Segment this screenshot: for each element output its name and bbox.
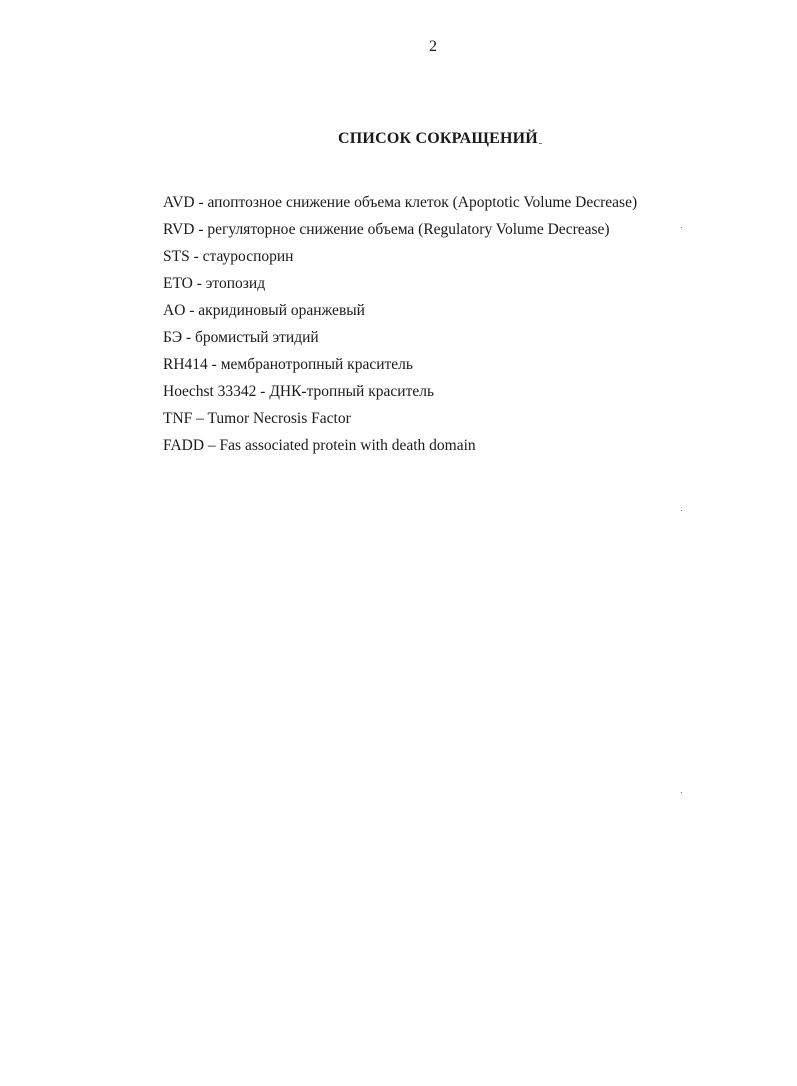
abbreviation-item-rvd: RVD - регуляторное снижение объема (Regulatory Volume Decrease): [163, 221, 610, 238]
abbreviation-item-sts: STS - стауроспорин: [163, 248, 294, 265]
abbreviation-item-rh414: RH414 - мембранотропный краситель: [163, 356, 413, 373]
abbreviation-list: [163, 192, 637, 462]
page-number: 2: [429, 38, 437, 55]
abbreviation-item-tnf: TNF – Tumor Necrosis Factor: [163, 410, 351, 427]
scan-speck: [681, 792, 682, 793]
abbreviation-item-avd: AVD - апоптозное снижение объема клеток (Apoptotic Volume Decrease): [163, 194, 638, 211]
page-title: СПИСОК СОКРАЩЕНИЙ: [338, 130, 538, 147]
abbreviation-item-eto: ETO - этопозид: [163, 275, 266, 292]
abbreviation-item-fadd: FADD – Fas associated protein with death domain: [163, 437, 476, 454]
scan-speck: [681, 227, 682, 228]
scan-speck: [681, 510, 682, 511]
abbreviation-item-ao: AO - акридиновый оранжевый: [163, 302, 365, 319]
scan-speck: [539, 143, 542, 144]
abbreviation-item-hoechst: Hoechst 33342 - ДНК-тропный краситель: [163, 383, 435, 400]
abbreviation-item-be: БЭ - бромистый этидий: [163, 329, 319, 346]
